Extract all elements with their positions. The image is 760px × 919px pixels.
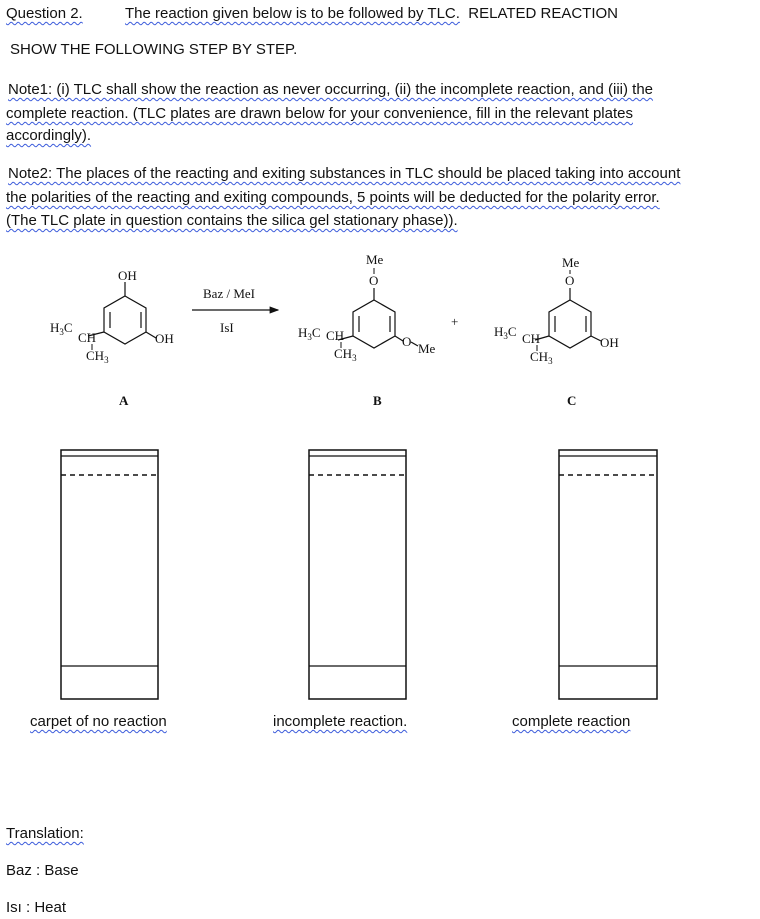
compound-b-label: B [373, 393, 382, 408]
plate-caption-no-reaction: carpet of no reaction [30, 713, 167, 730]
compound-b-me-right: Me [418, 341, 436, 356]
compound-c-o-top: O [565, 273, 575, 288]
translation-title: Translation: [6, 825, 84, 842]
compound-b-me-top: Me [366, 252, 384, 267]
plate-caption-complete: complete reaction [512, 713, 631, 730]
compound-b-ch: CH [326, 328, 345, 343]
plate-caption-incomplete: incomplete reaction. [273, 713, 408, 730]
compound-c-ch: CH [522, 331, 541, 346]
compound-b-o-right: O [402, 334, 412, 349]
compound-c-me-top: Me [562, 255, 580, 270]
note1-line-1: Note1: (i) TLC shall show the reaction as never occurring, (ii) the incomplete reaction, and (iii) the [8, 81, 654, 98]
translation-item-base: Baz : Base [6, 862, 79, 879]
plus-sign: + [451, 314, 459, 329]
instruction: SHOW THE FOLLOWING STEP BY STEP. [10, 41, 298, 58]
related-reaction-label: RELATED REACTION [468, 5, 619, 22]
compound-c-ch3: $CH_3$ [530, 349, 553, 366]
compound-a-h3c: $H_3C$ [50, 320, 73, 337]
compound-a-ch3: $CH_3$ [86, 348, 109, 365]
compound-b-h3c: $H_3C$ [298, 325, 321, 342]
compound-c-label: C [567, 393, 577, 408]
question-text-body: The reaction given below is to be followed by TLC. [125, 5, 460, 22]
compound-c [535, 288, 601, 348]
note1-line-2: complete reaction. (TLC plates are drawn below for your convenience, fill in the relevant plates [6, 105, 633, 122]
compound-a-label: A [119, 393, 129, 408]
translation-item-heat: Isı : Heat [6, 899, 67, 916]
compound-b-ch3: $CH_3$ [334, 346, 357, 363]
note2-line-2: the polarities of the reacting and exiting compounds, 5 points will be deducted for the polarity error. [6, 189, 660, 206]
note1-line-3: accordingly). [6, 127, 92, 144]
note2-line-1: Note2: The places of the reacting and exiting substances in TLC should be placed taking into account [8, 165, 681, 182]
compound-a-right-group: OH [155, 331, 174, 346]
tlc-plate-no-reaction[interactable] [61, 450, 158, 699]
note2-line-3: (The TLC plate in question contains the silica gel stationary phase)). [6, 212, 458, 229]
compound-c-right-group: OH [600, 335, 619, 350]
reaction-diagram [0, 240, 760, 750]
reagent-top: Baz / MeI [203, 286, 255, 301]
reagent-bottom: IsI [220, 320, 234, 335]
question-label: Question 2. [6, 5, 83, 22]
compound-c-h3c: $H_3C$ [494, 324, 517, 341]
compound-a-ch: CH [78, 330, 97, 345]
compound-a-top-group: OH [118, 268, 137, 283]
compound-b-o-top: O [369, 273, 379, 288]
tlc-plate-complete-reaction[interactable] [559, 450, 657, 699]
question-text [125, 4, 618, 23]
tlc-plate-incomplete-reaction[interactable] [309, 450, 406, 699]
compound-a [88, 282, 156, 344]
